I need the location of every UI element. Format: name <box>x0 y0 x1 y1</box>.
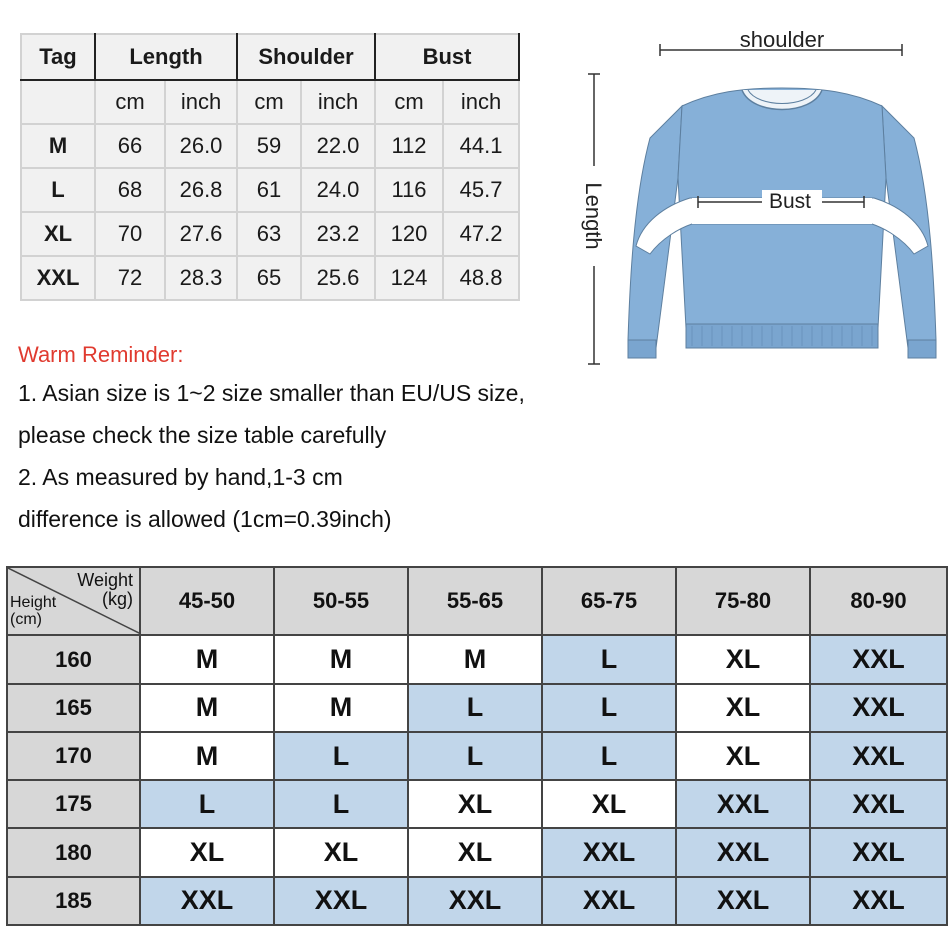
size-value: 28.3 <box>165 256 237 300</box>
recommended-size-cell: L <box>140 780 274 828</box>
size-value: 70 <box>95 212 165 256</box>
recommended-size-cell: XXL <box>676 780 810 828</box>
length-label: Length <box>581 182 606 250</box>
height-row <box>7 684 947 732</box>
size-chart-row <box>21 168 519 212</box>
size-chart-header-row <box>21 34 519 80</box>
size-value: 59 <box>237 124 301 168</box>
corner-header <box>7 567 140 635</box>
size-value: 27.6 <box>165 212 237 256</box>
recommended-size-cell: XXL <box>542 828 676 876</box>
height-value: 165 <box>7 684 140 732</box>
height-axis-unit: (cm) <box>10 611 42 628</box>
recommended-size-cell: L <box>408 732 542 780</box>
recommended-size-cell: XXL <box>810 732 947 780</box>
weight-header: 55-65 <box>408 567 542 635</box>
sweater-measurement-diagram <box>572 18 950 378</box>
recommended-size-cell: XL <box>676 635 810 683</box>
bust-label: Bust <box>768 190 812 213</box>
size-value: 116 <box>375 168 443 212</box>
height-value: 180 <box>7 828 140 876</box>
recommended-size-cell: L <box>542 635 676 683</box>
recommended-size-cell: XXL <box>810 684 947 732</box>
size-value: 65 <box>237 256 301 300</box>
size-value: 47.2 <box>443 212 519 256</box>
weight-axis-label: Weight <box>77 570 133 590</box>
height-value: 170 <box>7 732 140 780</box>
height-value: 185 <box>7 877 140 925</box>
unit-cell <box>21 80 95 124</box>
reminder-line: difference is allowed (1cm=0.39inch) <box>18 506 392 532</box>
size-tag: L <box>21 168 95 212</box>
recommended-size-cell: XXL <box>676 877 810 925</box>
recommended-size-cell: L <box>274 732 408 780</box>
size-chart-table <box>20 33 520 301</box>
header-bust: Bust <box>375 34 519 80</box>
recommended-size-cell: M <box>140 684 274 732</box>
weight-axis-unit: (kg) <box>102 589 133 609</box>
recommended-size-cell: XL <box>274 828 408 876</box>
recommended-size-cell: M <box>140 732 274 780</box>
size-value: 22.0 <box>301 124 375 168</box>
height-row <box>7 780 947 828</box>
recommended-size-cell: XL <box>676 684 810 732</box>
weight-header: 65-75 <box>542 567 676 635</box>
recommended-size-cell: XL <box>408 828 542 876</box>
size-value: 45.7 <box>443 168 519 212</box>
header-length: Length <box>95 34 237 80</box>
size-chart-row <box>21 212 519 256</box>
recommended-size-cell: XXL <box>676 828 810 876</box>
size-chart-units-row <box>21 80 519 124</box>
recommended-size-cell: XL <box>542 780 676 828</box>
size-value: 72 <box>95 256 165 300</box>
size-tag: M <box>21 124 95 168</box>
recommended-size-cell: XXL <box>274 877 408 925</box>
size-chart-row <box>21 256 519 300</box>
recommended-size-cell: L <box>542 732 676 780</box>
sweater-illustration <box>572 18 950 378</box>
size-tag: XL <box>21 212 95 256</box>
recommended-size-cell: L <box>274 780 408 828</box>
size-value: 66 <box>95 124 165 168</box>
size-value: 23.2 <box>301 212 375 256</box>
height-row <box>7 877 947 925</box>
recommended-size-cell: XXL <box>810 877 947 925</box>
weight-height-body <box>7 635 947 925</box>
reminder-title: Warm Reminder: <box>18 342 184 367</box>
size-value: 24.0 <box>301 168 375 212</box>
size-value: 61 <box>237 168 301 212</box>
unit-cell: cm <box>95 80 165 124</box>
unit-cell: inch <box>301 80 375 124</box>
size-value: 124 <box>375 256 443 300</box>
weight-header: 75-80 <box>676 567 810 635</box>
recommended-size-cell: M <box>274 635 408 683</box>
size-value: 26.8 <box>165 168 237 212</box>
header-shoulder: Shoulder <box>237 34 375 80</box>
recommended-size-cell: XXL <box>810 828 947 876</box>
reminder-line: 1. Asian size is 1~2 size smaller than EU/US size, <box>18 380 525 406</box>
height-row <box>7 828 947 876</box>
size-value: 44.1 <box>443 124 519 168</box>
size-value: 26.0 <box>165 124 237 168</box>
recommended-size-cell: M <box>140 635 274 683</box>
warm-reminder <box>18 338 578 540</box>
recommended-size-cell: L <box>542 684 676 732</box>
size-value: 120 <box>375 212 443 256</box>
unit-cell: cm <box>375 80 443 124</box>
size-value: 48.8 <box>443 256 519 300</box>
recommended-size-cell: XXL <box>408 877 542 925</box>
height-row <box>7 635 947 683</box>
reminder-line: 2. As measured by hand,1-3 cm <box>18 464 343 490</box>
recommended-size-cell: XL <box>408 780 542 828</box>
size-value: 63 <box>237 212 301 256</box>
weight-header-row <box>7 567 947 635</box>
unit-cell: inch <box>165 80 237 124</box>
recommended-size-cell: XL <box>676 732 810 780</box>
header-tag: Tag <box>21 34 95 80</box>
height-value: 160 <box>7 635 140 683</box>
reminder-line: please check the size table carefully <box>18 422 387 448</box>
unit-cell: inch <box>443 80 519 124</box>
weight-header: 45-50 <box>140 567 274 635</box>
recommended-size-cell: M <box>274 684 408 732</box>
size-value: 68 <box>95 168 165 212</box>
recommended-size-cell: XXL <box>810 635 947 683</box>
size-value: 112 <box>375 124 443 168</box>
recommended-size-cell: L <box>408 684 542 732</box>
recommended-size-cell: M <box>408 635 542 683</box>
unit-cell: cm <box>237 80 301 124</box>
sweater-shape <box>628 88 936 358</box>
height-row <box>7 732 947 780</box>
shoulder-label: shoulder <box>739 27 825 52</box>
height-axis-label: Height <box>10 594 57 611</box>
recommended-size-cell: XXL <box>140 877 274 925</box>
recommended-size-cell: XXL <box>810 780 947 828</box>
weight-height-size-table <box>6 566 948 926</box>
recommended-size-cell: XXL <box>542 877 676 925</box>
size-tag: XXL <box>21 256 95 300</box>
weight-header: 80-90 <box>810 567 947 635</box>
size-value: 25.6 <box>301 256 375 300</box>
size-chart-row <box>21 124 519 168</box>
recommended-size-cell: XL <box>140 828 274 876</box>
height-value: 175 <box>7 780 140 828</box>
weight-header: 50-55 <box>274 567 408 635</box>
